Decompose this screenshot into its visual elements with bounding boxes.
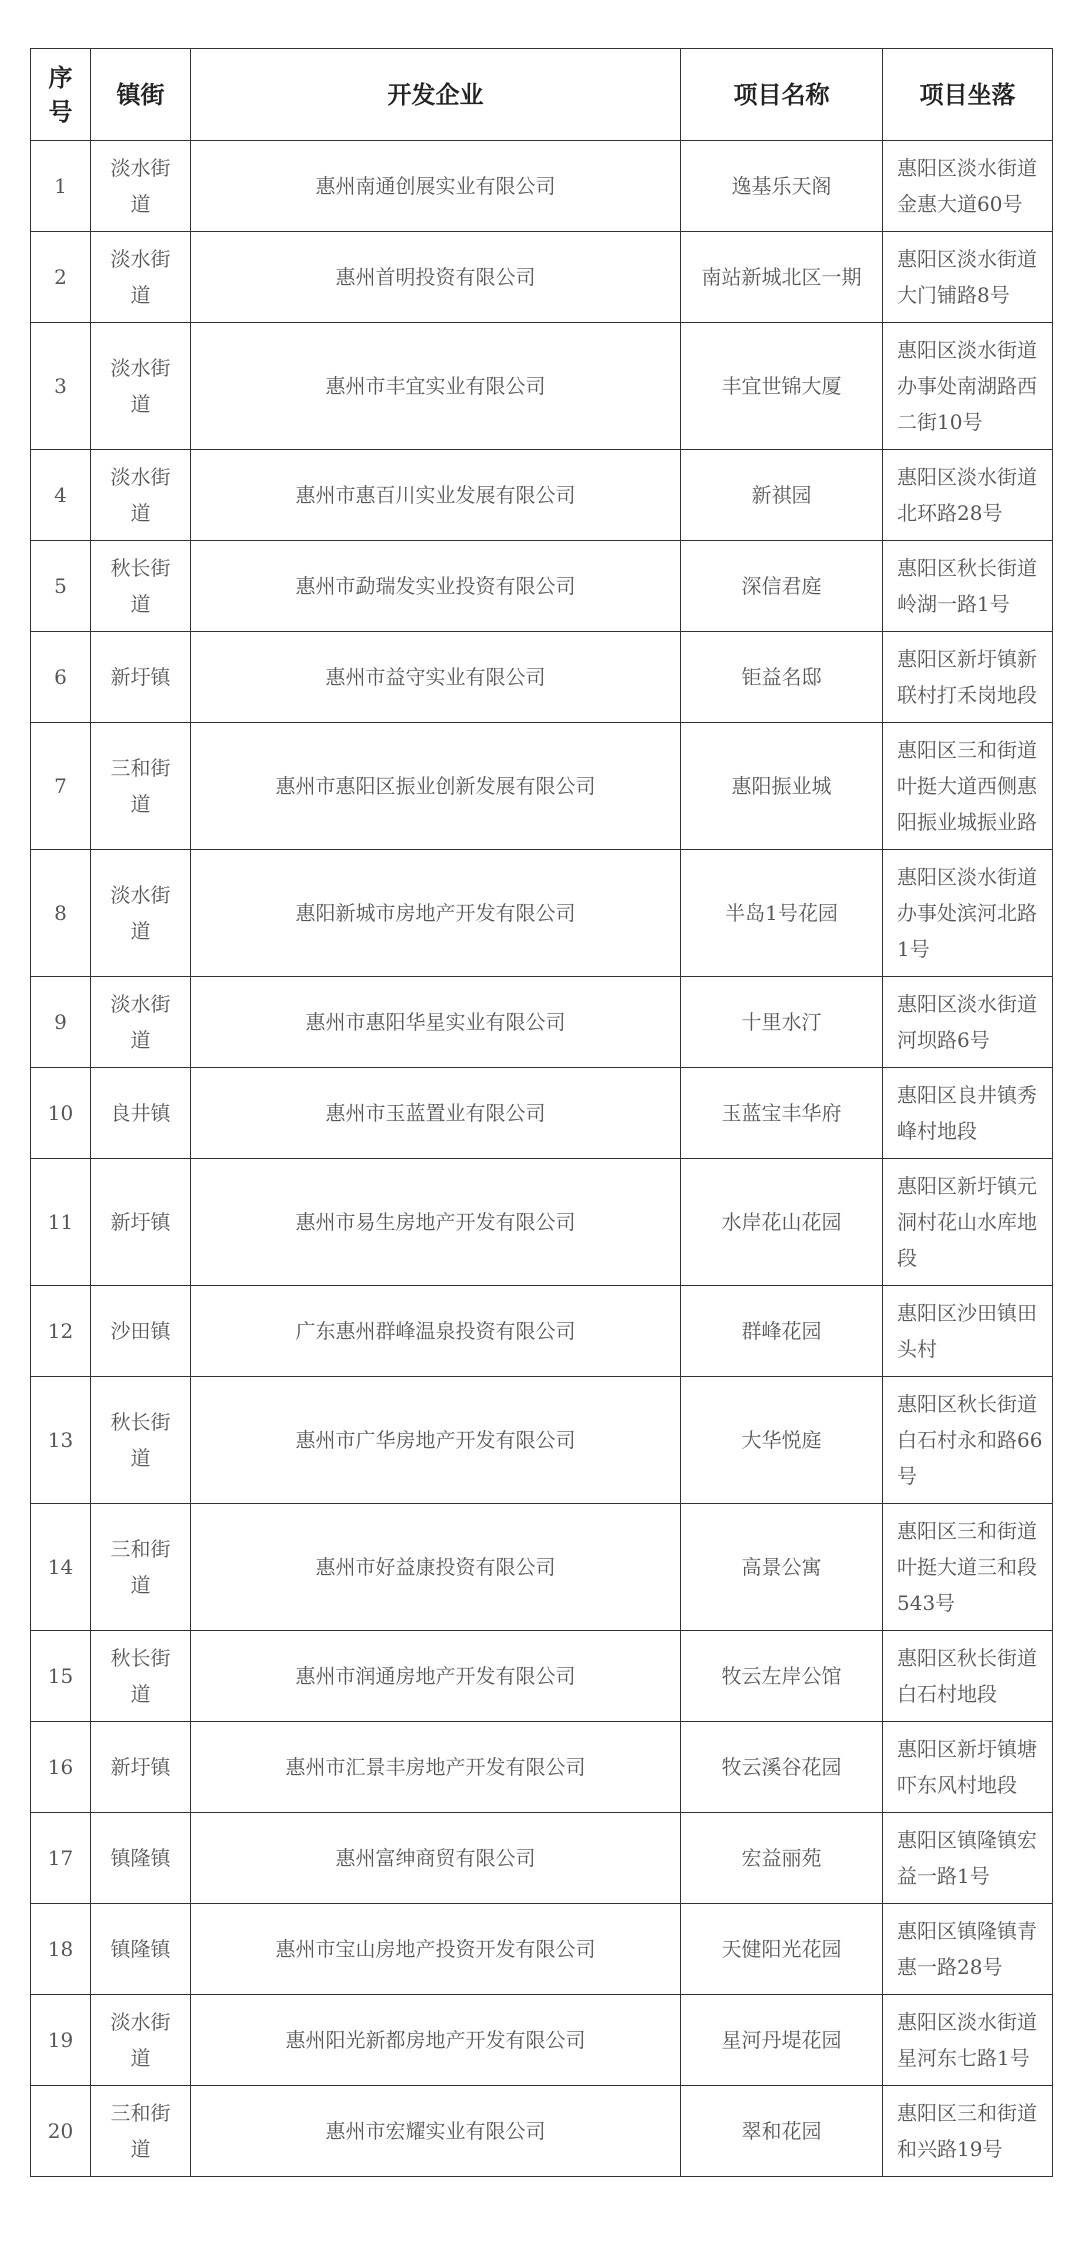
cell-developer: 惠州富绅商贸有限公司 bbox=[191, 1813, 681, 1904]
cell-project: 十里水汀 bbox=[681, 977, 883, 1068]
table-row bbox=[31, 1904, 1053, 1995]
table-row bbox=[31, 141, 1053, 232]
cell-project: 逸基乐天阁 bbox=[681, 141, 883, 232]
cell-project: 大华悦庭 bbox=[681, 1377, 883, 1504]
cell-town: 镇隆镇 bbox=[91, 1904, 191, 1995]
cell-town: 良井镇 bbox=[91, 1068, 191, 1159]
cell-location: 惠阳区淡水街道河坝路6号 bbox=[883, 977, 1053, 1068]
cell-town: 秋长街道 bbox=[91, 1631, 191, 1722]
cell-location: 惠阳区新圩镇新联村打禾岗地段 bbox=[883, 632, 1053, 723]
cell-town: 淡水街道 bbox=[91, 977, 191, 1068]
cell-project: 半岛1号花园 bbox=[681, 850, 883, 977]
cell-location: 惠阳区淡水街道星河东七路1号 bbox=[883, 1995, 1053, 2086]
cell-index: 20 bbox=[31, 2086, 91, 2177]
cell-index: 2 bbox=[31, 232, 91, 323]
cell-project: 丰宜世锦大厦 bbox=[681, 323, 883, 450]
cell-developer: 惠州市玉蓝置业有限公司 bbox=[191, 1068, 681, 1159]
table-row bbox=[31, 1631, 1053, 1722]
table-row bbox=[31, 2086, 1053, 2177]
header-index: 序号 bbox=[31, 49, 91, 141]
cell-developer: 惠州市惠阳华星实业有限公司 bbox=[191, 977, 681, 1068]
cell-location: 惠阳区淡水街道大门铺路8号 bbox=[883, 232, 1053, 323]
header-location: 项目坐落 bbox=[883, 49, 1053, 141]
cell-location: 惠阳区三和街道叶挺大道三和段543号 bbox=[883, 1504, 1053, 1631]
table-row bbox=[31, 450, 1053, 541]
cell-town: 秋长街道 bbox=[91, 1377, 191, 1504]
table-body bbox=[31, 141, 1053, 2177]
project-table-container bbox=[30, 48, 1052, 2177]
cell-project: 水岸花山花园 bbox=[681, 1159, 883, 1286]
cell-location: 惠阳区淡水街道办事处滨河北路1号 bbox=[883, 850, 1053, 977]
cell-index: 19 bbox=[31, 1995, 91, 2086]
cell-developer: 惠州市益守实业有限公司 bbox=[191, 632, 681, 723]
cell-project: 高景公寓 bbox=[681, 1504, 883, 1631]
cell-index: 8 bbox=[31, 850, 91, 977]
cell-location: 惠阳区淡水街道金惠大道60号 bbox=[883, 141, 1053, 232]
cell-index: 9 bbox=[31, 977, 91, 1068]
cell-index: 16 bbox=[31, 1722, 91, 1813]
cell-index: 7 bbox=[31, 723, 91, 850]
cell-developer: 惠州市广华房地产开发有限公司 bbox=[191, 1377, 681, 1504]
cell-project: 南站新城北区一期 bbox=[681, 232, 883, 323]
cell-town: 淡水街道 bbox=[91, 141, 191, 232]
cell-index: 6 bbox=[31, 632, 91, 723]
cell-location: 惠阳区新圩镇元洞村花山水库地段 bbox=[883, 1159, 1053, 1286]
cell-town: 三和街道 bbox=[91, 723, 191, 850]
cell-project: 深信君庭 bbox=[681, 541, 883, 632]
cell-town: 新圩镇 bbox=[91, 1722, 191, 1813]
cell-developer: 惠州首明投资有限公司 bbox=[191, 232, 681, 323]
cell-town: 淡水街道 bbox=[91, 850, 191, 977]
table-row bbox=[31, 323, 1053, 450]
cell-town: 秋长街道 bbox=[91, 541, 191, 632]
header-developer: 开发企业 bbox=[191, 49, 681, 141]
cell-index: 12 bbox=[31, 1286, 91, 1377]
cell-developer: 惠州市好益康投资有限公司 bbox=[191, 1504, 681, 1631]
cell-location: 惠阳区三和街道叶挺大道西侧惠阳振业城振业路 bbox=[883, 723, 1053, 850]
cell-developer: 惠州市惠百川实业发展有限公司 bbox=[191, 450, 681, 541]
cell-developer: 惠州市勐瑞发实业投资有限公司 bbox=[191, 541, 681, 632]
cell-location: 惠阳区良井镇秀峰村地段 bbox=[883, 1068, 1053, 1159]
cell-index: 15 bbox=[31, 1631, 91, 1722]
cell-project: 翠和花园 bbox=[681, 2086, 883, 2177]
cell-town: 镇隆镇 bbox=[91, 1813, 191, 1904]
cell-developer: 惠州市易生房地产开发有限公司 bbox=[191, 1159, 681, 1286]
cell-developer: 广东惠州群峰温泉投资有限公司 bbox=[191, 1286, 681, 1377]
cell-project: 惠阳振业城 bbox=[681, 723, 883, 850]
cell-location: 惠阳区秋长街道白石村地段 bbox=[883, 1631, 1053, 1722]
cell-index: 10 bbox=[31, 1068, 91, 1159]
table-row bbox=[31, 1504, 1053, 1631]
cell-developer: 惠州市惠阳区振业创新发展有限公司 bbox=[191, 723, 681, 850]
cell-project: 新祺园 bbox=[681, 450, 883, 541]
cell-developer: 惠州市丰宜实业有限公司 bbox=[191, 323, 681, 450]
table-row bbox=[31, 723, 1053, 850]
cell-project: 牧云溪谷花园 bbox=[681, 1722, 883, 1813]
table-row bbox=[31, 1159, 1053, 1286]
cell-index: 3 bbox=[31, 323, 91, 450]
table-row bbox=[31, 1377, 1053, 1504]
cell-town: 沙田镇 bbox=[91, 1286, 191, 1377]
table-row bbox=[31, 850, 1053, 977]
cell-project: 天健阳光花园 bbox=[681, 1904, 883, 1995]
table-header-row bbox=[31, 49, 1053, 141]
cell-location: 惠阳区秋长街道岭湖一路1号 bbox=[883, 541, 1053, 632]
cell-index: 11 bbox=[31, 1159, 91, 1286]
cell-location: 惠阳区三和街道和兴路19号 bbox=[883, 2086, 1053, 2177]
cell-project: 宏益丽苑 bbox=[681, 1813, 883, 1904]
cell-location: 惠阳区秋长街道白石村永和路66号 bbox=[883, 1377, 1053, 1504]
cell-project: 牧云左岸公馆 bbox=[681, 1631, 883, 1722]
cell-project: 钜益名邸 bbox=[681, 632, 883, 723]
table-row bbox=[31, 977, 1053, 1068]
table-row bbox=[31, 541, 1053, 632]
cell-index: 18 bbox=[31, 1904, 91, 1995]
cell-location: 惠阳区镇隆镇宏益一路1号 bbox=[883, 1813, 1053, 1904]
cell-town: 淡水街道 bbox=[91, 450, 191, 541]
header-town: 镇街 bbox=[91, 49, 191, 141]
cell-developer: 惠阳新城市房地产开发有限公司 bbox=[191, 850, 681, 977]
cell-developer: 惠州市宏耀实业有限公司 bbox=[191, 2086, 681, 2177]
cell-index: 14 bbox=[31, 1504, 91, 1631]
cell-location: 惠阳区新圩镇塘吓东风村地段 bbox=[883, 1722, 1053, 1813]
cell-town: 淡水街道 bbox=[91, 1995, 191, 2086]
cell-developer: 惠州市汇景丰房地产开发有限公司 bbox=[191, 1722, 681, 1813]
cell-location: 惠阳区淡水街道办事处南湖路西二街10号 bbox=[883, 323, 1053, 450]
cell-index: 13 bbox=[31, 1377, 91, 1504]
table-row bbox=[31, 232, 1053, 323]
table-row bbox=[31, 1068, 1053, 1159]
cell-location: 惠阳区淡水街道北环路28号 bbox=[883, 450, 1053, 541]
cell-index: 5 bbox=[31, 541, 91, 632]
project-table bbox=[30, 48, 1053, 2177]
cell-developer: 惠州阳光新都房地产开发有限公司 bbox=[191, 1995, 681, 2086]
cell-index: 4 bbox=[31, 450, 91, 541]
cell-index: 17 bbox=[31, 1813, 91, 1904]
table-row bbox=[31, 1813, 1053, 1904]
cell-developer: 惠州南通创展实业有限公司 bbox=[191, 141, 681, 232]
cell-project: 玉蓝宝丰华府 bbox=[681, 1068, 883, 1159]
cell-project: 群峰花园 bbox=[681, 1286, 883, 1377]
table-row bbox=[31, 1995, 1053, 2086]
cell-developer: 惠州市润通房地产开发有限公司 bbox=[191, 1631, 681, 1722]
cell-town: 淡水街道 bbox=[91, 323, 191, 450]
table-row bbox=[31, 1722, 1053, 1813]
cell-location: 惠阳区沙田镇田头村 bbox=[883, 1286, 1053, 1377]
cell-town: 三和街道 bbox=[91, 1504, 191, 1631]
cell-developer: 惠州市宝山房地产投资开发有限公司 bbox=[191, 1904, 681, 1995]
cell-town: 新圩镇 bbox=[91, 1159, 191, 1286]
header-project: 项目名称 bbox=[681, 49, 883, 141]
cell-project: 星河丹堤花园 bbox=[681, 1995, 883, 2086]
cell-town: 新圩镇 bbox=[91, 632, 191, 723]
cell-index: 1 bbox=[31, 141, 91, 232]
table-row bbox=[31, 1286, 1053, 1377]
cell-town: 淡水街道 bbox=[91, 232, 191, 323]
table-row bbox=[31, 632, 1053, 723]
cell-location: 惠阳区镇隆镇青惠一路28号 bbox=[883, 1904, 1053, 1995]
cell-town: 三和街道 bbox=[91, 2086, 191, 2177]
